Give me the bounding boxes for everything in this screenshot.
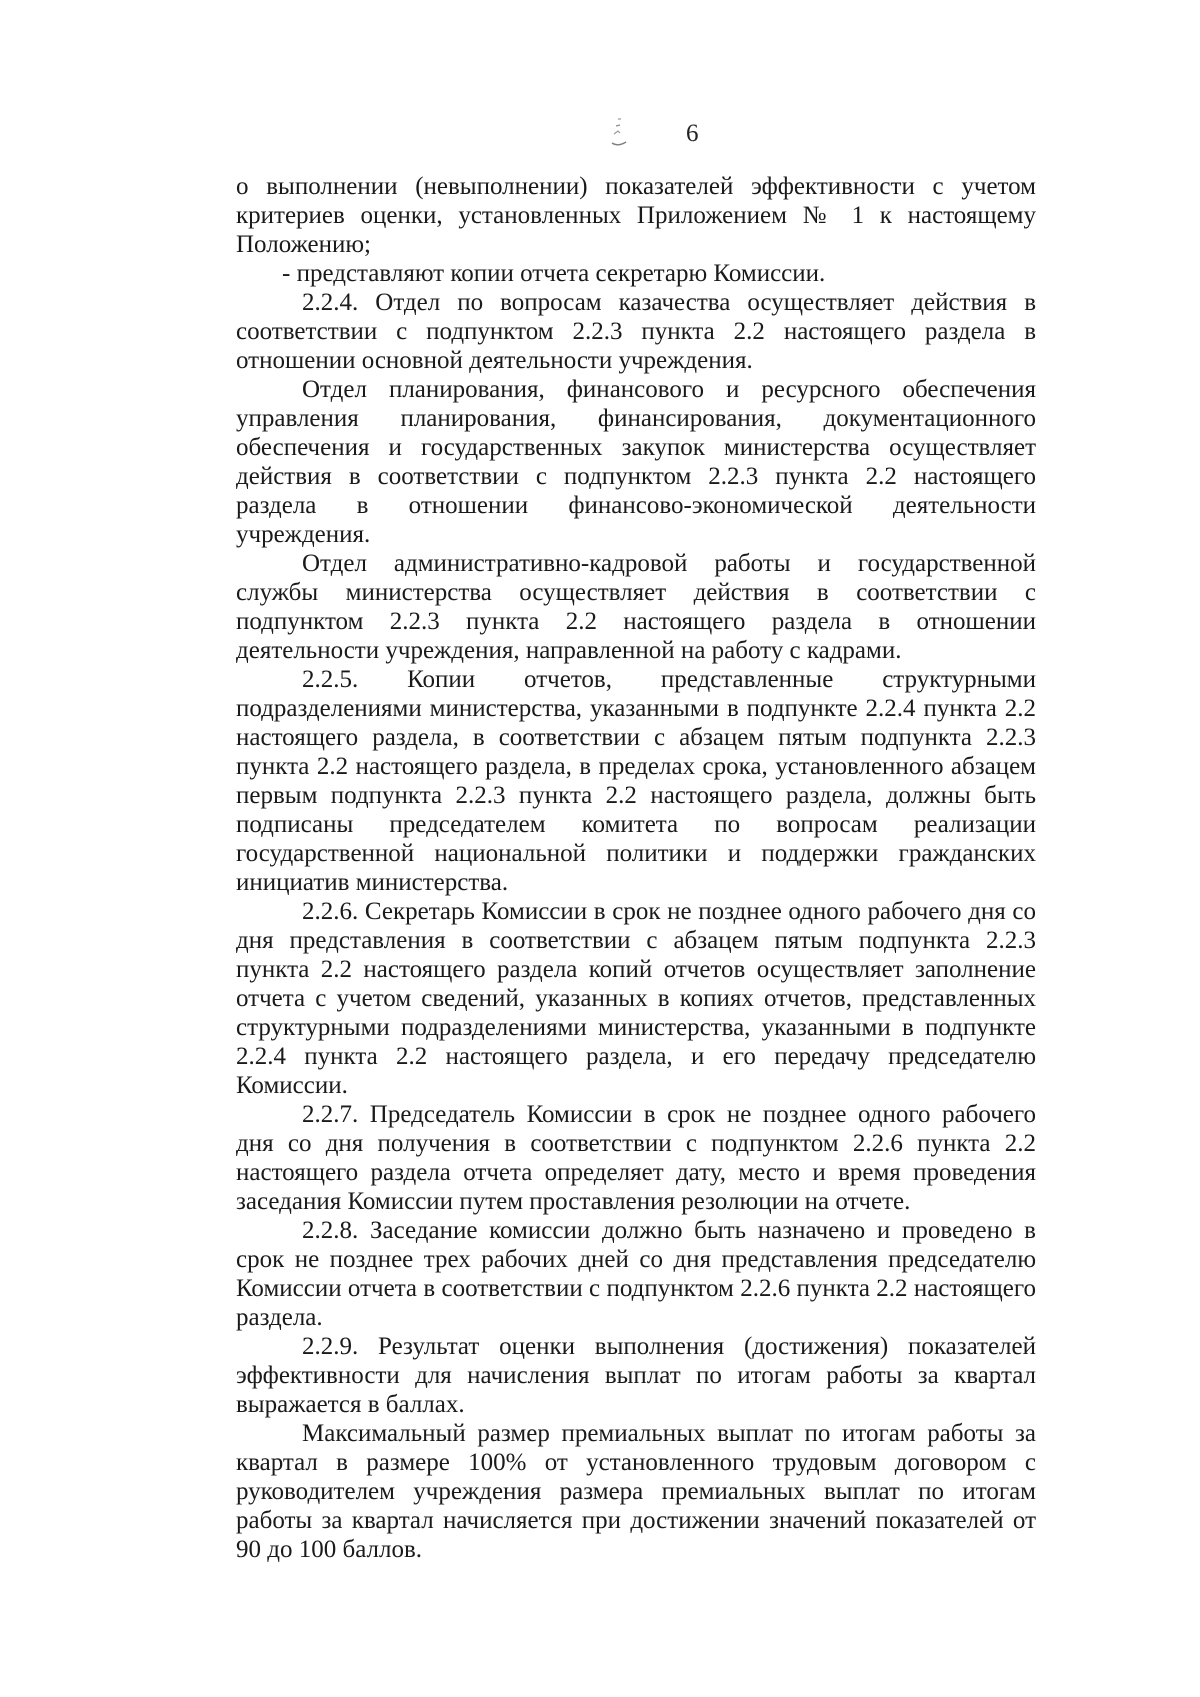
paragraph: Отдел планирования, финансового и ресурсного обеспечения управления планирования, финансирования, документационного обеспечения и государственных закупок министерства осуществляет действия в соответствии с подпунктом 2.2.3 пункта 2.2 настоящего раздела в отношении финансово-экономической деятельности учреждения. xyxy=(236,376,1036,548)
paragraph: 2.2.7. Председатель Комиссии в срок не позднее одного рабочего дня со дня получения в соответствии с подпунктом 2.2.6 пункта 2.2 настоящего раздела отчета определяет дату, место и время проведения заседания Комиссии путем проставления резолюции на отчете. xyxy=(236,1101,1036,1215)
paragraph: 2.2.8. Заседание комиссии должно быть назначено и проведено в срок не позднее трех рабочих дней со дня представления председателю Комиссии отчета в соответствии с подпунктом 2.2.6 пункта 2.2 настоящего раздела. xyxy=(236,1217,1036,1331)
paragraph: 2.2.6. Секретарь Комиссии в срок не позднее одного рабочего дня со дня представления в соответствии с абзацем пятым подпункта 2.2.3 пункта 2.2 настоящего раздела копий отчетов осуществляет заполнение отчета с учетом сведений, указанных в копиях отчетов, представленных структурными подразделениями министерства, указанными в подпункте 2.2.4 пункта 2.2 настоящего раздела, и его передачу председателю Комиссии. xyxy=(236,898,1036,1099)
paragraph: 2.2.4. Отдел по вопросам казачества осуществляет действия в соответствии с подпунктом 2.2.3 пункта 2.2 настоящего раздела в отношении основной деятельности учреждения. xyxy=(236,289,1036,374)
paragraph: 2.2.5. Копии отчетов, представленные структурными подразделениями министерства, указанными в подпункте 2.2.4 пункта 2.2 настоящего раздела, в соответствии с абзацем пятым подпункта 2.2.3 пункта 2.2 настоящего раздела, в пределах срока, установленного абзацем первым подпункта 2.2.3 пункта 2.2 настоящего раздела, должны быть подписаны председателем комитета по вопросам реализации государственной национальной политики и поддержки гражданских инициатив министерства. xyxy=(236,666,1036,896)
page-number: 6 xyxy=(686,120,699,147)
scan-artifact-mark xyxy=(604,116,634,152)
paragraph: 2.2.9. Результат оценки выполнения (достижения) показателей эффективности для начисления выплат по итогам работы за квартал выражается в баллах. xyxy=(236,1333,1036,1418)
paragraph: Отдел административно-кадровой работы и государственной службы министерства осуществляет действия в соответствии с подпунктом 2.2.3 пункта 2.2 настоящего раздела в отношении деятельности учреждения, направленной на работу с кадрами. xyxy=(236,550,1036,664)
paragraph: Максимальный размер премиальных выплат по итогам работы за квартал в размере 100% от установленного трудовым договором с руководителем учреждения размера премиальных выплат по итогам работы за квартал начисляется при достижении значений показателей от 90 до 100 баллов. xyxy=(236,1420,1036,1563)
paragraph: о выполнении (невыполнении) показателей эффективности с учетом критериев оценки, установленных Приложением № 1 к настоящему Положению; xyxy=(236,173,1036,258)
document-body xyxy=(236,172,1036,1564)
paragraph: - представляют копии отчета секретарю Комиссии. xyxy=(282,260,826,287)
